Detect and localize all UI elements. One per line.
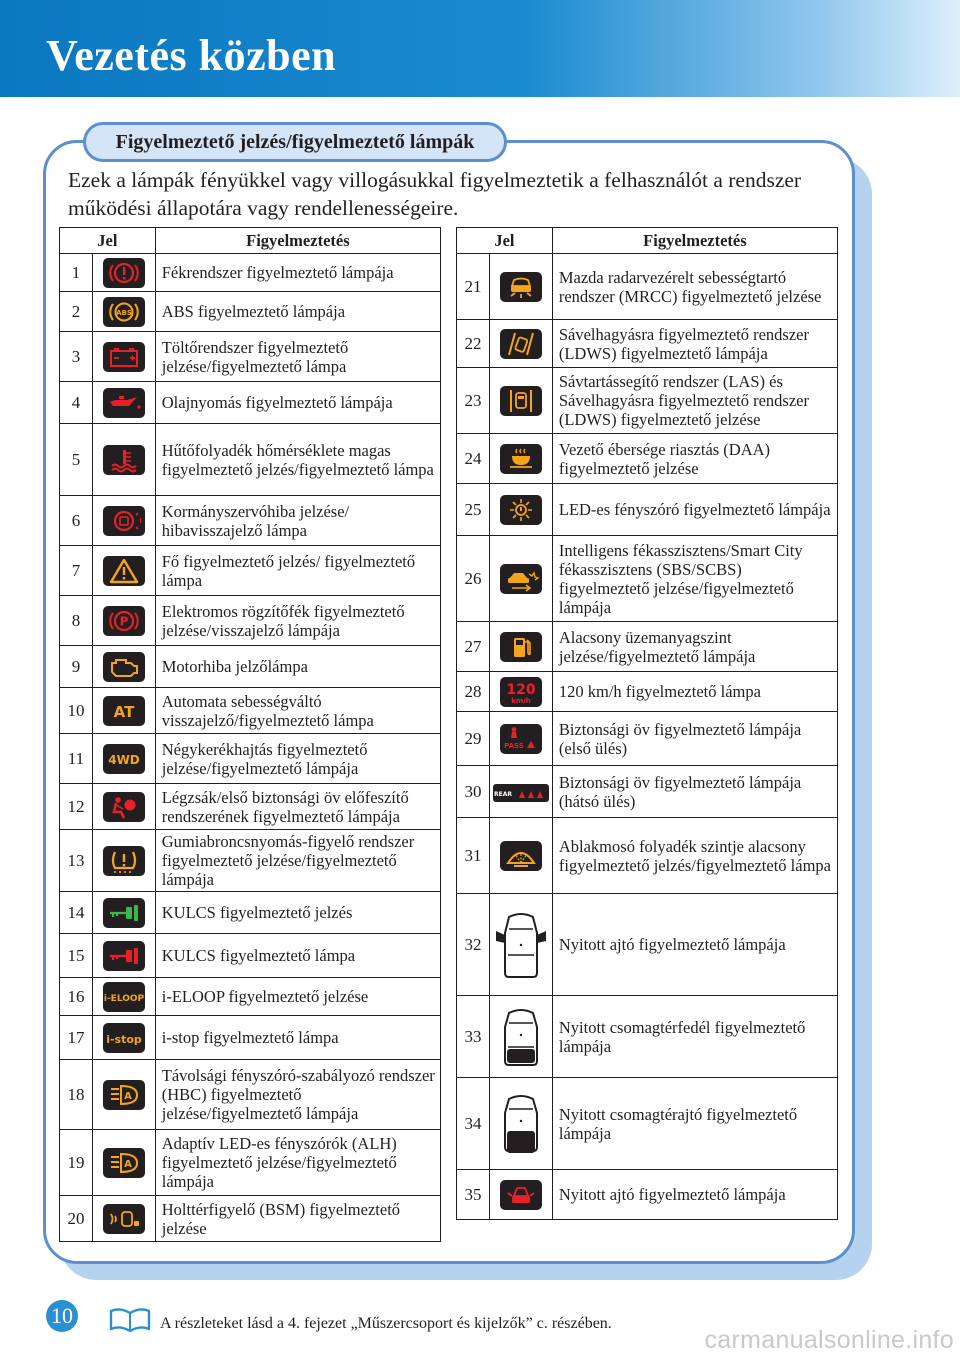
door-open-icon [492, 909, 550, 981]
row-description: Alacsony üzemanyagszint jelzése/figyelmeztető lámpája [552, 622, 837, 672]
table-row [457, 766, 838, 818]
row-number: 16 [60, 978, 93, 1016]
row-description: 120 km/h figyelmeztető lámpa [552, 672, 837, 712]
row-number: 17 [60, 1016, 93, 1060]
i-stop-icon [103, 1023, 145, 1053]
page-title: Vezetés közben [46, 31, 337, 80]
sbs-scbs-icon [500, 564, 542, 594]
table-header-row [457, 228, 838, 254]
table-row [60, 382, 441, 424]
row-number: 27 [457, 622, 490, 672]
footer-note: A részleteket lásd a 4. fejezet „Műszercsoport és kijelzők” c. részében. [160, 1315, 612, 1332]
speed-120-icon [500, 677, 542, 707]
table-row [457, 712, 838, 766]
hbc-auto-headlight-icon [103, 1080, 145, 1110]
oil-can-icon [103, 388, 145, 418]
table-row [60, 254, 441, 292]
table-row [457, 254, 838, 320]
svg-text:km/h: km/h [511, 696, 531, 705]
master-warning-icon [103, 556, 145, 586]
key-icon [103, 898, 145, 928]
table-row [60, 1060, 441, 1130]
row-description: Automata sebességváltó visszajelző/figyelmeztető lámpa [155, 688, 440, 734]
table-row [60, 892, 441, 934]
table-row [60, 978, 441, 1016]
row-description: Motorhiba jelzőlámpa [155, 646, 440, 688]
row-number: 8 [60, 596, 93, 646]
table-header-row [60, 228, 441, 254]
row-number: 18 [60, 1060, 93, 1130]
row-description: Kormányszervóhiba jelzése/ hibavisszajelző lámpa [155, 496, 440, 546]
door-open-red-icon [500, 1180, 542, 1210]
coolant-temperature-icon [103, 445, 145, 475]
row-description: Mazda radarvezérelt sebességtartó rendszer (MRCC) figyelmeztető jelzése [552, 254, 837, 320]
table-row [60, 546, 441, 596]
las-icon [500, 386, 542, 416]
row-number: 35 [457, 1170, 490, 1220]
warning-table-left [59, 227, 441, 1242]
seatbelt-front-icon [500, 724, 542, 754]
table-row [60, 646, 441, 688]
row-number: 12 [60, 784, 93, 830]
row-number: 9 [60, 646, 93, 688]
row-description: i-ELOOP figyelmeztető jelzése [155, 978, 440, 1016]
row-description: KULCS figyelmeztető jelzés [155, 892, 440, 934]
header-jel: Jel [457, 228, 553, 254]
watermark: carmanualsonline.info [704, 1326, 954, 1354]
washer-fluid-icon [500, 841, 542, 871]
table-row [457, 818, 838, 894]
table-row [457, 434, 838, 484]
svg-text:i-ELOOP: i-ELOOP [103, 993, 144, 1004]
row-number: 13 [60, 830, 93, 892]
row-description: Légzsák/első biztonsági öv előfeszítő rendszerének figyelmeztető lámpája [155, 784, 440, 830]
at-icon [103, 696, 145, 726]
row-description: Nyitott ajtó figyelmeztető lámpája [552, 894, 837, 996]
row-description: Intelligens fékasszisztens/Smart City fékasszisztens (SBS/SCBS) figyelmeztető jelzése/figyelmeztető lámpája [552, 536, 837, 622]
row-description: ABS figyelmeztető lámpája [155, 292, 440, 332]
table-row [457, 672, 838, 712]
table-row [60, 1196, 441, 1242]
i-eloop-icon [103, 982, 145, 1012]
led-headlight-icon [500, 495, 542, 525]
table-row [60, 332, 441, 382]
row-description: Olajnyomás figyelmeztető lámpája [155, 382, 440, 424]
row-number: 24 [457, 434, 490, 484]
table-row [457, 894, 838, 996]
row-number: 5 [60, 424, 93, 496]
table-row [60, 292, 441, 332]
row-description: Nyitott ajtó figyelmeztető lámpája [552, 1170, 837, 1220]
row-description: Holttérfigyelő (BSM) figyelmeztető jelzése [155, 1196, 440, 1242]
row-number: 2 [60, 292, 93, 332]
svg-text:REAR: REAR [493, 790, 512, 798]
row-description: i-stop figyelmeztető lámpa [155, 1016, 440, 1060]
svg-text:ABS: ABS [115, 308, 132, 317]
svg-text:AT: AT [113, 702, 135, 721]
bsm-icon [103, 1204, 145, 1234]
tire-pressure-icon [103, 846, 145, 876]
row-number: 11 [60, 734, 93, 784]
row-description: Elektromos rögzítőfék figyelmeztető jelzése/visszajelző lámpája [155, 596, 440, 646]
row-number: 30 [457, 766, 490, 818]
row-number: 28 [457, 672, 490, 712]
table-row [60, 784, 441, 830]
row-description: Gumiabroncsnyomás-figyelő rendszer figyelmeztető jelzése/figyelmeztető lámpája [155, 830, 440, 892]
row-description: Fékrendszer figyelmeztető lámpája [155, 254, 440, 292]
svg-text:120: 120 [506, 681, 536, 698]
row-description: Biztonsági öv figyelmeztető lámpája (első ülés) [552, 712, 837, 766]
row-description: Nyitott csomagtérajtó figyelmeztető lámpája [552, 1078, 837, 1170]
alh-headlight-icon [103, 1148, 145, 1178]
svg-text:P: P [119, 614, 129, 628]
liftgate-open-icon [499, 1091, 543, 1157]
ldws-icon [500, 329, 542, 359]
svg-text:A: A [123, 1158, 132, 1170]
table-row [457, 320, 838, 368]
table-row [457, 1078, 838, 1170]
seatbelt-rear-icon [493, 784, 549, 802]
row-description: Biztonsági öv figyelmeztető lámpája (hátsó ülés) [552, 766, 837, 818]
table-row [60, 1016, 441, 1060]
row-number: 6 [60, 496, 93, 546]
row-description: Sávelhagyásra figyelmeztető rendszer (LDWS) figyelmeztető lámpája [552, 320, 837, 368]
table-row [60, 734, 441, 784]
header-figyelmeztetes: Figyelmeztetés [552, 228, 837, 254]
row-number: 7 [60, 546, 93, 596]
row-description: Négykerékhajtás figyelmeztető jelzése/figyelmeztető lámpája [155, 734, 440, 784]
svg-text:!: ! [138, 516, 143, 525]
hood-open-icon [499, 1005, 543, 1069]
table-row [457, 368, 838, 434]
brake-warning-icon [103, 258, 145, 288]
row-number: 34 [457, 1078, 490, 1170]
row-number: 10 [60, 688, 93, 734]
row-description: Távolsági fényszóró-szabályozó rendszer (HBC) figyelmeztető jelzése/figyelmeztető lámpája [155, 1060, 440, 1130]
book-icon [108, 1306, 152, 1334]
parking-brake-icon [103, 606, 145, 636]
row-number: 26 [457, 536, 490, 622]
section-tab: Figyelmeztető jelzés/figyelmeztető lámpák [83, 122, 507, 162]
row-number: 32 [457, 894, 490, 996]
row-number: 25 [457, 484, 490, 536]
header-figyelmeztetes: Figyelmeztetés [155, 228, 440, 254]
battery-icon [103, 342, 145, 372]
key-red-icon [103, 941, 145, 971]
row-number: 31 [457, 818, 490, 894]
svg-text:A: A [123, 1090, 132, 1102]
page-header [0, 0, 960, 97]
coffee-cup-icon [500, 444, 542, 474]
row-description: KULCS figyelmeztető lámpa [155, 934, 440, 978]
row-number: 14 [60, 892, 93, 934]
row-description: Fő figyelmeztető jelzés/ figyelmeztető lámpa [155, 546, 440, 596]
table-row [60, 1130, 441, 1196]
row-description: Vezető ébersége riasztás (DAA) figyelmeztető jelzése [552, 434, 837, 484]
row-description: Ablakmosó folyadék szintje alacsony figyelmeztető jelzés/figyelmeztető lámpa [552, 818, 837, 894]
airbag-icon [103, 792, 145, 822]
row-number: 33 [457, 996, 490, 1078]
row-number: 21 [457, 254, 490, 320]
row-number: 19 [60, 1130, 93, 1196]
abs-icon [103, 297, 145, 327]
svg-text:4WD: 4WD [108, 752, 140, 767]
row-description: Adaptív LED-es fényszórók (ALH) figyelmeztető jelzése/figyelmeztető lámpája [155, 1130, 440, 1196]
intro-text: Ezek a lámpák fényükkel vagy villogásukkal figyelmeztetik a felhasználót a rendszer működési állapotára vagy rendellenességeire. [68, 168, 802, 220]
fuel-pump-icon [500, 632, 542, 662]
svg-text:i-stop: i-stop [106, 1032, 142, 1046]
row-number: 4 [60, 382, 93, 424]
row-description: Nyitott csomagtérfedél figyelmeztető lámpája [552, 996, 837, 1078]
svg-text:PASS: PASS [504, 741, 524, 750]
row-description: Töltőrendszer figyelmeztető jelzése/figyelmeztető lámpa [155, 332, 440, 382]
warning-table-right [456, 227, 838, 1220]
table-row [60, 830, 441, 892]
check-engine-icon [103, 652, 145, 682]
row-number: 20 [60, 1196, 93, 1242]
table-row [457, 484, 838, 536]
power-steering-icon [103, 506, 145, 536]
table-row [60, 688, 441, 734]
row-description: Sávtartássegítő rendszer (LAS) és Sávelhagyásra figyelmeztető rendszer (LDWS) figyelmeztető jelzése [552, 368, 837, 434]
page-number: 10 [46, 1300, 78, 1332]
row-description: Hűtőfolyadék hőmérséklete magas figyelmeztető jelzés/figyelmeztető lámpa [155, 424, 440, 496]
table-row [60, 496, 441, 546]
table-row [60, 934, 441, 978]
row-number: 23 [457, 368, 490, 434]
row-number: 15 [60, 934, 93, 978]
mrcc-icon [500, 272, 542, 302]
table-row [60, 424, 441, 496]
4wd-icon [103, 744, 145, 774]
row-number: 3 [60, 332, 93, 382]
table-row [457, 1170, 838, 1220]
row-description: LED-es fényszóró figyelmeztető lámpája [552, 484, 837, 536]
table-row [60, 596, 441, 646]
row-number: 1 [60, 254, 93, 292]
table-row [457, 536, 838, 622]
row-number: 29 [457, 712, 490, 766]
row-number: 22 [457, 320, 490, 368]
table-row [457, 996, 838, 1078]
header-jel: Jel [60, 228, 156, 254]
table-row [457, 622, 838, 672]
